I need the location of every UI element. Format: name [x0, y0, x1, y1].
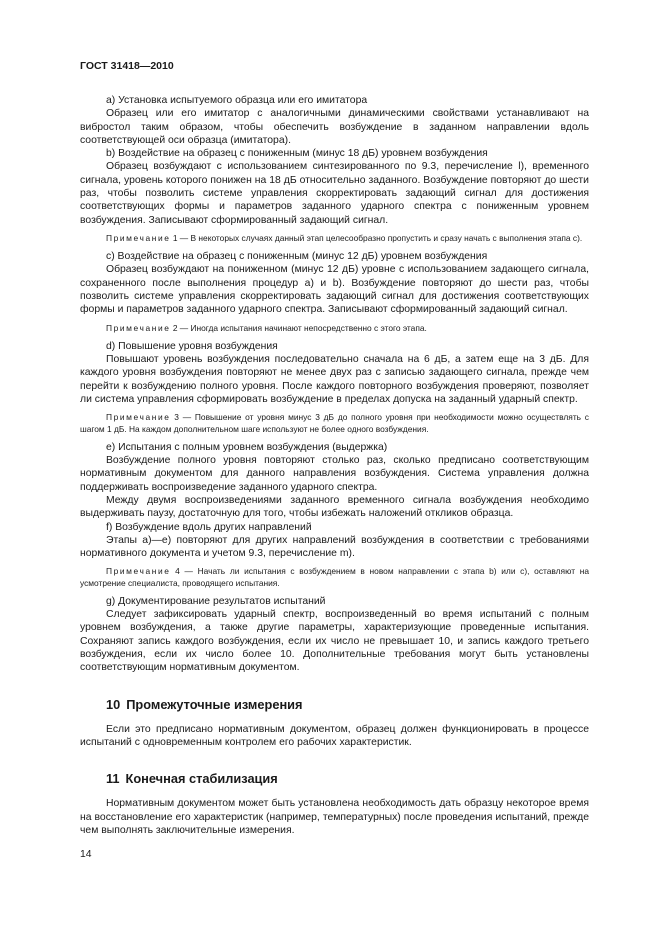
section-11-heading: [80, 771, 589, 787]
note-2: [80, 323, 589, 334]
step-c-text: Образец возбуждают на пониженном (минус 12 дБ) уровне с использованием задающего сигнала, сохраненного после выполнения процедур а) и b). Возбуждение повторяют до шести раз, чтобы позволить системе управления скорректировать задающий сигнал для достижения соответствующих формы и параметров заданного ударного спектра. Записывают сформированный задающий сигнал.: [80, 264, 589, 316]
step-b-text: Образец возбуждают с использованием синтезированного по 9.3, перечисление l), временного сигнала, уровень которого понижен на 18 дБ относительно заданного. Возбуждение повторяют до шести раз, чтобы позволить системе управления скорректировать задающий сигнал для достижения соответствующих формы и параметров заданного ударного спектра с пониженным уровнем возбуждения. Записывают сформированный задающий сигнал.: [80, 161, 589, 226]
note-2-text: 2 — Иногда испытания начинают непосредственно с этого этапа.: [172, 322, 427, 333]
step-b-title: b) Воздействие на образец с пониженным (минус 18 дБ) уровнем возбуждения: [106, 148, 488, 160]
step-d-title: d) Повышение уровня возбуждения: [106, 340, 278, 352]
step-g-text: Следует зафиксировать ударный спектр, воспроизведенный во время испытаний с полным уровнем возбуждения, а также другие параметры, характеризующие проведенные испытания. Сохраняют запись каждого возбуждения, если их число не превышает 10, и запись каждого третьего возбуждения, если их число более 10. Дополнительные требования могут быть установлены соответствующим нормативным документом.: [80, 609, 589, 674]
note-1-text: 1 — В некоторых случаях данный этап целесообразно пропустить и сразу начать с выполнения этапа с).: [172, 232, 583, 243]
document-header: ГОСТ 31418—2010: [80, 60, 174, 72]
step-a-text: Образец или его имитатор с аналогичными динамическими свойствами устанавливают на вибростол таким образом, чтобы обеспечить возбуждение в заданном направлении вдоль соответствующей оси образца (имитатора).: [80, 108, 589, 146]
section-10-title: Промежуточные измерения: [126, 696, 303, 712]
note-4-text: 4 — Начать ли испытания с возбуждением в новом направлении с этапа b) или с), оставляют на усмотрение специалиста, проводящего испытания.: [80, 566, 589, 588]
section-11-number: 11: [106, 771, 120, 787]
note-1-label: Примечание: [106, 232, 171, 243]
page-number: 14: [80, 849, 92, 860]
section-10-heading: [80, 697, 589, 713]
step-c-title: с) Воздействие на образец с пониженным (минус 12 дБ) уровнем возбуждения: [106, 251, 488, 263]
step-f-text: Этапы а)—е) повторяют для других направлений возбуждения в соответствии с требованиями нормативного документа и учетом 9.3, перечисление m).: [80, 534, 589, 560]
note-2-label: Примечание: [106, 322, 171, 333]
note-3: [80, 412, 589, 434]
step-a-title: а) Установка испытуемого образца или его имитатора: [106, 95, 368, 106]
page-content: [80, 94, 589, 837]
note-3-text: 3 — Повышение от уровня минус 3 дБ до полного уровня при необходимости можно осуществлять с шагом 1 дБ. На каждом дополнительном шаге используют не более одного возбуждения.: [80, 412, 589, 434]
section-10-text: Если это предписано нормативным документом, образец должен функционировать в процессе испытаний с одновременным контролем его рабочих характеристик.: [80, 723, 589, 748]
step-f-title: f) Возбуждение вдоль других направлений: [106, 521, 312, 533]
note-4-label: Примечание: [106, 566, 171, 577]
step-e-title: е) Испытания с полным уровнем возбуждения (выдержка): [106, 441, 388, 453]
step-d-text: Повышают уровень возбуждения последовательно сначала на 6 дБ, а затем еще на 3 дБ. Для каждого уровня возбуждения повторяют не менее двух раз с записью задающего сигнала, прежде чем перейти к возбуждению полного уровня. После каждого повторного возбуждения проверяют, позволяет ли система управления сформировать возбуждение в пределах допуска на заданный ударный спектр.: [80, 354, 589, 406]
step-e-text-1: Возбуждение полного уровня повторяют столько раз, сколько предписано соответствующим нормативным документом для данного направления возбуждения. Система управления должна поддерживать воспроизведение заданного ударного спектра.: [80, 455, 589, 493]
note-1: [80, 233, 589, 244]
note-4: [80, 566, 589, 588]
step-g-title: g) Документирование результатов испытаний: [106, 595, 326, 607]
step-e-text-2: Между двумя воспроизведениями заданного временного сигнала возбуждения необходимо выдерживать паузу, достаточную для того, чтобы избежать наложений откликов образца.: [80, 494, 589, 520]
section-11-title: Конечная стабилизация: [125, 771, 278, 787]
note-3-label: Примечание: [106, 412, 171, 423]
section-11-text: Нормативным документом может быть установлена необходимость дать образцу некоторое время на восстановление его характеристик (например, температурных) после проведения испытаний, прежде чем выполнять заключительные измерения.: [80, 798, 589, 836]
section-10-number: 10: [106, 696, 121, 712]
